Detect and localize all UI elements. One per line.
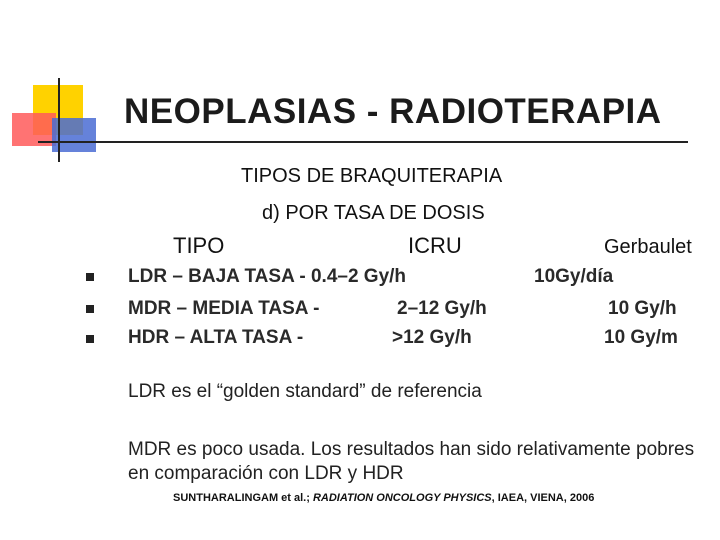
- row-mdr-type: MDR – MEDIA TASA -: [128, 298, 320, 319]
- reference-publisher: , IAEA, VIENA, 2006: [491, 492, 595, 504]
- note-mdr-poco-usada: MDR es poco usada. Los resultados han sido relativamente pobres en comparación con LDR y HDR: [128, 439, 695, 484]
- slide-title: NEOPLASIAS - RADIOTERAPIA: [124, 92, 662, 131]
- subtitle-tasa-dosis: d) POR TASA DE DOSIS: [262, 202, 485, 224]
- row-mdr-gerbaulet: 10 Gy/h: [608, 298, 677, 319]
- row-hdr-gerbaulet: 10 Gy/m: [604, 327, 678, 348]
- decor-vertical-line: [58, 78, 60, 162]
- column-header-gerbaulet: Gerbaulet: [604, 236, 692, 258]
- title-underline: [38, 141, 688, 143]
- column-header-tipo: TIPO: [173, 233, 225, 258]
- row-ldr-type: LDR – BAJA TASA - 0.4–2 Gy/h: [128, 266, 407, 287]
- subtitle-braquiterapia: TIPOS DE BRAQUITERAPIA: [241, 165, 503, 187]
- row-ldr-gerbaulet: 10Gy/día: [534, 266, 614, 287]
- bullet-icon: [86, 305, 94, 313]
- bullet-icon: [86, 273, 94, 281]
- column-header-icru: ICRU: [408, 233, 462, 258]
- reference-authors: SUNTHARALINGAM et al.;: [173, 492, 310, 504]
- row-mdr-icru: 2–12 Gy/h: [397, 298, 487, 319]
- row-hdr-icru: >12 Gy/h: [392, 327, 472, 348]
- reference-citation: [173, 492, 594, 504]
- reference-journal: RADIATION ONCOLOGY PHYSICS: [312, 492, 492, 504]
- bullet-icon: [86, 335, 94, 343]
- note-golden-standard: LDR es el “golden standard” de referencia: [128, 381, 482, 402]
- row-hdr-type: HDR – ALTA TASA -: [128, 327, 304, 348]
